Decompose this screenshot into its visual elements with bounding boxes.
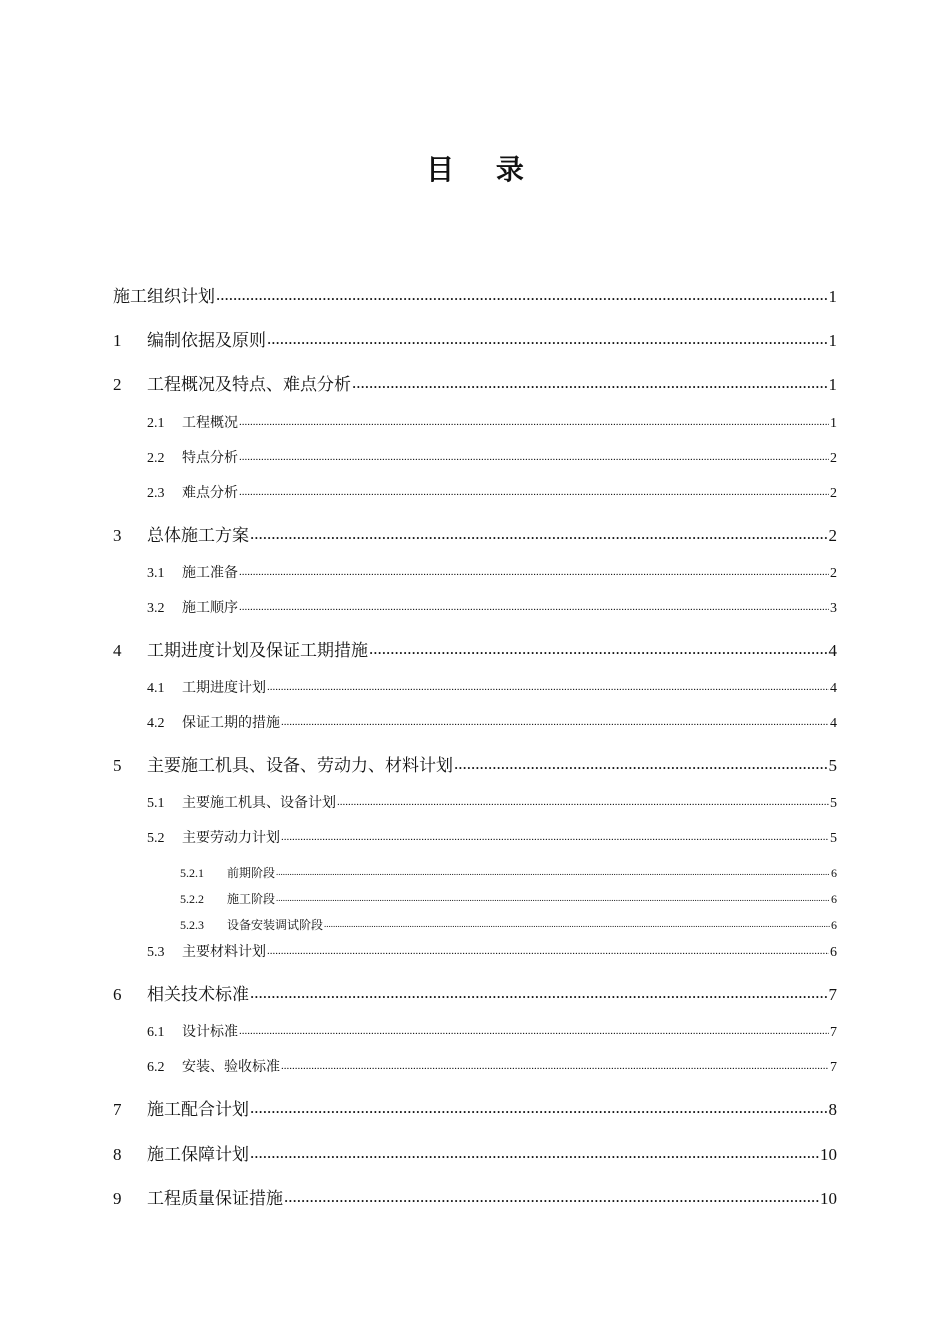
toc-entry[interactable] bbox=[113, 1140, 837, 1165]
toc-leader-dots bbox=[276, 893, 830, 903]
toc-entry-text: 施工组织计划 bbox=[113, 287, 215, 307]
toc-entry-text: 安装、验收标准 bbox=[182, 1059, 280, 1075]
toc-page-number: 8 bbox=[828, 1100, 837, 1119]
toc-entry[interactable] bbox=[147, 712, 837, 732]
toc-entry-number: 4.2 bbox=[147, 716, 165, 731]
toc-entry[interactable] bbox=[147, 597, 837, 617]
toc-entry[interactable] bbox=[113, 1095, 837, 1120]
toc-page-number: 5 bbox=[830, 796, 837, 811]
toc-page-number: 4 bbox=[828, 641, 837, 660]
toc-page-number: 3 bbox=[830, 601, 837, 616]
toc-leader-dots bbox=[267, 681, 829, 693]
toc-entry-number: 2.2 bbox=[147, 451, 165, 466]
toc-entry-text: 设备安装调试阶段 bbox=[227, 918, 324, 932]
toc-leader-dots bbox=[250, 524, 828, 544]
toc-entry-text: 工期进度计划 bbox=[182, 680, 266, 696]
toc-leader-dots bbox=[337, 796, 829, 808]
toc-entry-number: 2.1 bbox=[147, 416, 165, 431]
toc-entry-number: 5 bbox=[113, 756, 122, 775]
toc-entry-number: 7 bbox=[113, 1100, 122, 1119]
toc-page-number: 2 bbox=[830, 486, 837, 501]
toc-page-number: 6 bbox=[831, 866, 837, 880]
toc-entry-text: 前期阶段 bbox=[227, 866, 276, 880]
toc-entry-number: 5.3 bbox=[147, 945, 165, 960]
toc-entry[interactable] bbox=[147, 677, 837, 697]
toc-entry[interactable] bbox=[147, 412, 837, 432]
toc-page-number: 6 bbox=[831, 918, 837, 932]
toc-entry-number: 4.1 bbox=[147, 681, 165, 696]
toc-page-number: 2 bbox=[828, 526, 837, 545]
toc-entry-number: 2 bbox=[113, 375, 122, 394]
toc-page-number: 1 bbox=[828, 287, 837, 306]
toc-entry-number: 3 bbox=[113, 526, 122, 545]
toc-entry-text: 主要施工机具、设备、劳动力、材料计划 bbox=[147, 756, 453, 776]
toc-page-number: 10 bbox=[820, 1189, 837, 1208]
toc-entry-text: 施工准备 bbox=[182, 565, 238, 581]
toc-page-number: 5 bbox=[828, 756, 837, 775]
toc-page-number: 7 bbox=[830, 1025, 837, 1040]
toc-entry[interactable] bbox=[113, 751, 837, 776]
toc-leader-dots bbox=[276, 867, 830, 877]
toc-page-number: 1 bbox=[828, 331, 837, 350]
toc-entry-number: 1 bbox=[113, 331, 122, 350]
toc-page-number: 4 bbox=[830, 716, 837, 731]
toc-entry-number: 3.2 bbox=[147, 601, 165, 616]
toc-entry-text: 主要材料计划 bbox=[182, 944, 266, 960]
toc-entry[interactable] bbox=[147, 941, 837, 961]
toc-leader-dots bbox=[267, 945, 829, 957]
toc-leader-dots bbox=[239, 451, 829, 463]
toc-leader-dots bbox=[369, 639, 828, 659]
toc-entry-text: 总体施工方案 bbox=[147, 526, 249, 546]
toc-entry-number: 4 bbox=[113, 641, 122, 660]
toc-entry-text: 施工配合计划 bbox=[147, 1100, 249, 1120]
toc-leader-dots bbox=[239, 566, 829, 578]
toc-leader-dots bbox=[284, 1187, 819, 1207]
toc-entry-text: 施工顺序 bbox=[182, 600, 238, 616]
toc-leader-dots bbox=[281, 1060, 829, 1072]
toc-leader-dots bbox=[454, 754, 828, 774]
toc-entry-text: 特点分析 bbox=[182, 450, 238, 466]
toc-entry-text: 工程概况及特点、难点分析 bbox=[147, 375, 351, 395]
toc-leader-dots bbox=[250, 1143, 819, 1163]
toc-entry-number: 5.2.3 bbox=[180, 918, 204, 932]
toc-entry-text: 施工阶段 bbox=[227, 892, 276, 906]
toc-leader-dots bbox=[281, 716, 829, 728]
toc-entry-number: 5.2 bbox=[147, 831, 165, 846]
toc-entry[interactable] bbox=[147, 792, 837, 812]
toc-entry[interactable] bbox=[147, 827, 837, 847]
toc-entry-text: 主要施工机具、设备计划 bbox=[182, 795, 336, 811]
toc-page-number: 1 bbox=[828, 375, 837, 394]
toc-page-number: 4 bbox=[830, 681, 837, 696]
toc-entry-text: 工期进度计划及保证工期措施 bbox=[147, 641, 368, 661]
toc-entry[interactable] bbox=[180, 890, 837, 907]
toc-entry-text: 设计标准 bbox=[182, 1024, 238, 1040]
toc-entry[interactable] bbox=[180, 864, 837, 881]
toc-entry-text: 保证工期的措施 bbox=[182, 715, 280, 731]
toc-entry-number: 5.2.1 bbox=[180, 866, 204, 880]
toc-entry[interactable] bbox=[113, 1184, 837, 1209]
toc-entry-text: 难点分析 bbox=[182, 485, 238, 501]
toc-leader-dots bbox=[281, 831, 829, 843]
toc-entry[interactable] bbox=[113, 636, 837, 661]
toc-entry-text: 主要劳动力计划 bbox=[182, 830, 280, 846]
toc-leader-dots bbox=[250, 1098, 828, 1118]
toc-leader-dots bbox=[239, 486, 829, 498]
toc-entry-text: 施工保障计划 bbox=[147, 1145, 249, 1165]
toc-entry-text: 相关技术标准 bbox=[147, 985, 249, 1005]
toc-entry-number: 5.1 bbox=[147, 796, 165, 811]
toc-entry-number: 3.1 bbox=[147, 566, 165, 581]
toc-page-number: 6 bbox=[831, 892, 837, 906]
toc-leader-dots bbox=[239, 1025, 829, 1037]
toc-entry-number: 5.2.2 bbox=[180, 892, 204, 906]
toc-page-number: 2 bbox=[830, 566, 837, 581]
toc-entry-number: 8 bbox=[113, 1145, 122, 1164]
toc-page-number: 1 bbox=[830, 416, 837, 431]
toc-entry-number: 6.1 bbox=[147, 1025, 165, 1040]
toc-leader-dots bbox=[324, 919, 830, 929]
toc-entry-text: 工程概况 bbox=[182, 415, 238, 431]
toc-leader-dots bbox=[239, 601, 829, 613]
toc-entry[interactable] bbox=[147, 1021, 837, 1041]
toc-entry-number: 6 bbox=[113, 985, 122, 1004]
toc-leader-dots bbox=[352, 373, 828, 393]
page-title: 目 录 bbox=[426, 153, 540, 186]
toc-entry-text: 工程质量保证措施 bbox=[147, 1189, 283, 1209]
toc-leader-dots bbox=[267, 329, 828, 349]
toc-entry[interactable] bbox=[113, 282, 837, 307]
toc-entry-number: 2.3 bbox=[147, 486, 165, 501]
toc-entry[interactable] bbox=[147, 447, 837, 467]
toc-entry-text: 编制依据及原则 bbox=[147, 331, 266, 351]
toc-entry[interactable] bbox=[113, 980, 837, 1005]
toc-entry[interactable] bbox=[147, 482, 837, 502]
toc-entry[interactable] bbox=[180, 916, 837, 933]
toc-entry[interactable] bbox=[113, 521, 837, 546]
toc-page-number: 10 bbox=[820, 1145, 837, 1164]
toc-entry-number: 9 bbox=[113, 1189, 122, 1208]
toc-leader-dots bbox=[216, 285, 828, 305]
toc-entry-number: 6.2 bbox=[147, 1060, 165, 1075]
toc-leader-dots bbox=[250, 983, 828, 1003]
toc-page-number: 6 bbox=[830, 945, 837, 960]
toc-entry[interactable] bbox=[113, 326, 837, 351]
toc-page-number: 5 bbox=[830, 831, 837, 846]
toc-leader-dots bbox=[239, 416, 829, 428]
toc-page-number: 7 bbox=[830, 1060, 837, 1075]
toc-page-number: 2 bbox=[830, 451, 837, 466]
toc-entry[interactable] bbox=[147, 1056, 837, 1076]
toc-entry[interactable] bbox=[113, 370, 837, 395]
toc-page-number: 7 bbox=[828, 985, 837, 1004]
toc-entry[interactable] bbox=[147, 562, 837, 582]
